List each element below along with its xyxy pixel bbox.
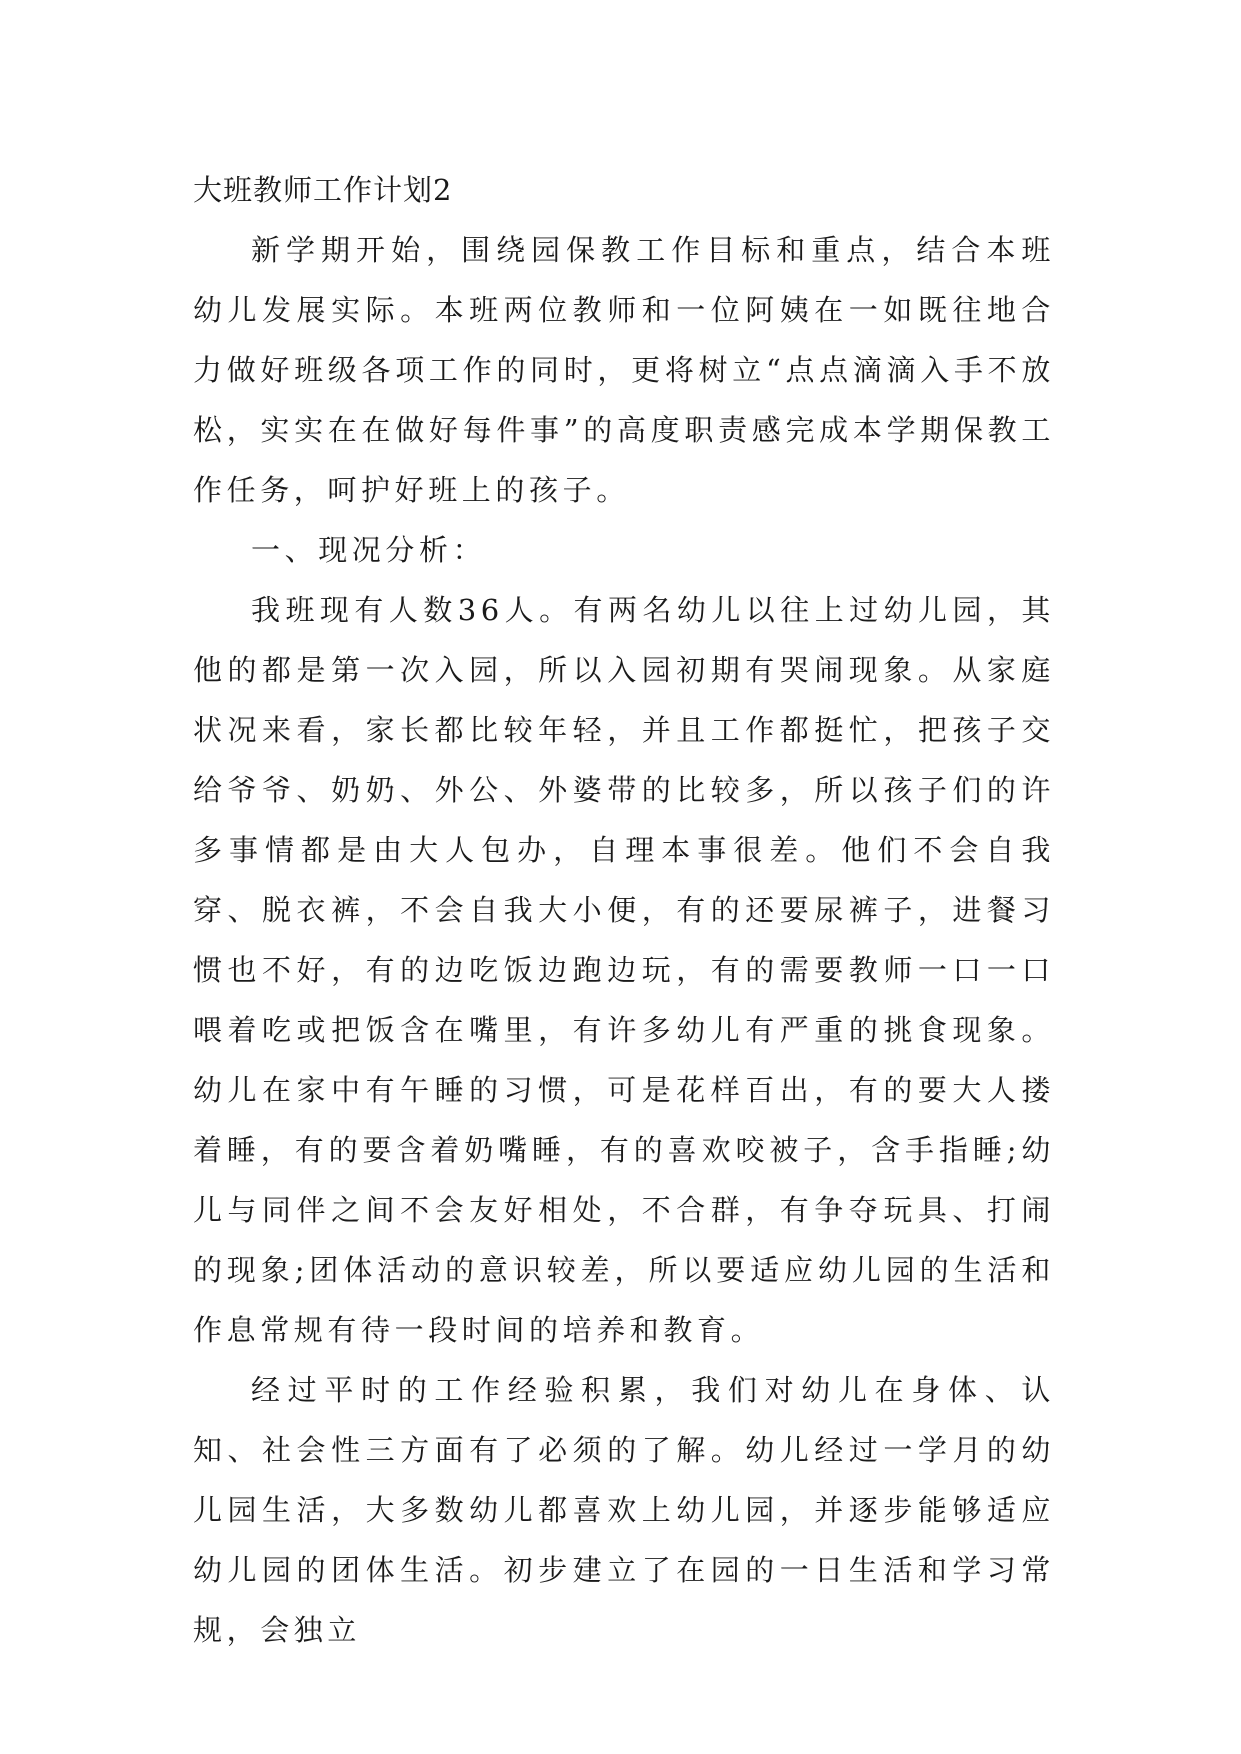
document-title: 大班教师工作计划2 — [193, 173, 453, 207]
section-heading-situation-analysis: 一、现况分析： — [251, 533, 487, 567]
class-situation-paragraph: 我班现有人数36人。有两名幼儿以往上过幼儿园，其他的都是第一次入园，所以入园初期有哭闹现象。从家庭状况来看，家长都比较年轻，并且工作都挺忙，把孩子交给爷爷、奶奶、外公、外婆带的比较多，所以孩子们的许多事情都是由大人包办，自理本事很差。他们不会自我穿、脱衣裤，不会自我大小便，有的还要尿裤子，进餐习惯也不好，有的边吃饭边跑边玩，有的需要教师一口一口喂着吃或把饭含在嘴里，有许多幼儿有严重的挑食现象。幼儿在家中有午睡的习惯，可是花样百出，有的要大人搂着睡，有的要含着奶嘴睡，有的喜欢咬被子，含手指睡;幼儿与同伴之间不会友好相处，不合群，有争夺玩具、打闹的现象;团体活动的意识较差，所以要适应幼儿园的生活和作息常规有待一段时间的培养和教育。 — [193, 593, 1055, 1347]
intro-paragraph: 新学期开始，围绕园保教工作目标和重点，结合本班幼儿发展实际。本班两位教师和一位阿姨在一如既往地合力做好班级各项工作的同时，更将树立“点点滴滴入手不放松，实实在在做好每件事”的高度职责感完成本学期保教工作任务，呵护好班上的孩子。 — [193, 233, 1055, 507]
document-page — [193, 160, 1055, 1660]
experience-paragraph: 经过平时的工作经验积累，我们对幼儿在身体、认知、社会性三方面有了必须的了解。幼儿经过一学月的幼儿园生活，大多数幼儿都喜欢上幼儿园，并逐步能够适应幼儿园的团体生活。初步建立了在园的一日生活和学习常规，会独立 — [193, 1373, 1055, 1647]
